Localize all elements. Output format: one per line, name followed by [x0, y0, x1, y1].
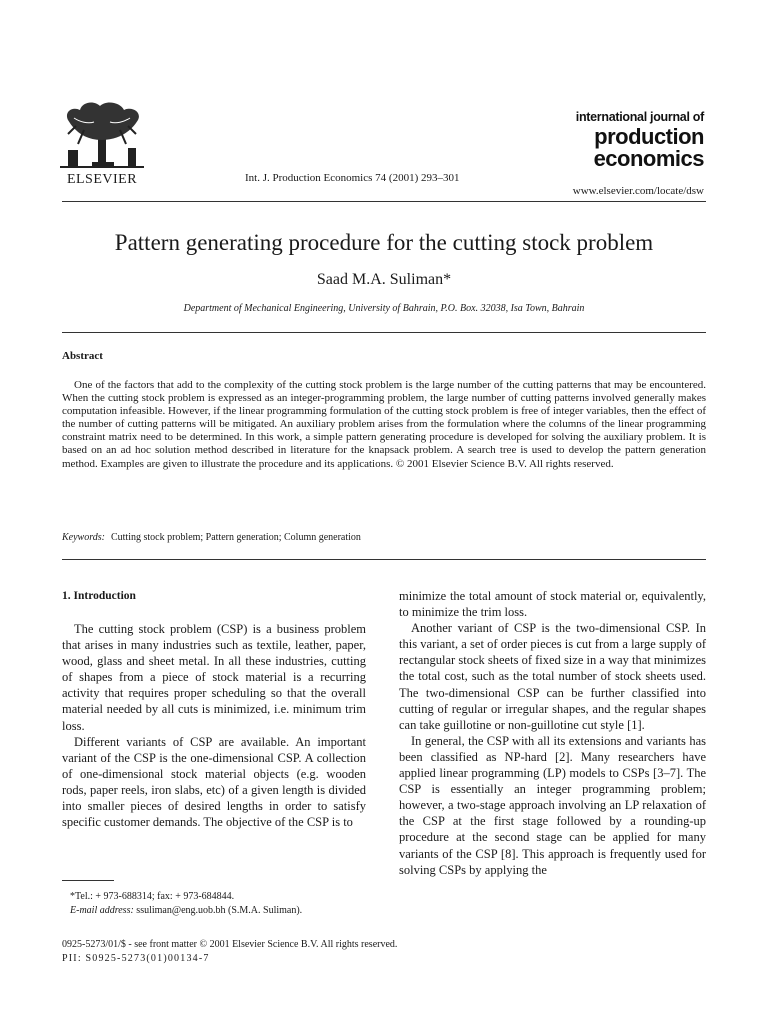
copyright-block [62, 938, 397, 966]
email-address[interactable]: ssuliman@eng.uob.bh (S.M.A. Suliman). [136, 905, 303, 916]
footnote-contact: *Tel.: + 973-688314; fax: + 973-684844. [70, 891, 235, 902]
journal-url[interactable]: www.elsevier.com/locate/dsw [572, 185, 704, 197]
paper-title: Pattern generating procedure for the cutting stock problem [114, 230, 654, 255]
copyright-notice: 0925-5273/01/$ - see front matter © 2001 Elsevier Science B.V. All rights reserved. [62, 939, 398, 950]
pii-identifier: PII: S0925-5273(01)00134-7 [62, 953, 210, 964]
paragraph-continuation: minimize the total amount of stock material or, equivalently, to minimize the trim loss. [399, 589, 706, 620]
elsevier-logo [52, 100, 152, 186]
journal-brand-line1: international journal of [575, 110, 704, 124]
abstract-text: One of the factors that add to the complexity of the cutting stock problem is the large number of the cutting patterns that may be encountered. When the cutting stock problem is expressed as an integer-programming problem, the large number of cutting patterns involved generally makes computation infeasible. However, if the linear programming formulation of the cutting stock problem is free of integer variables, then the effect of the number of cutting patterns will be mitigated. An auxiliary problem arises from the formulation where the columns of the linear programming constraint matrix need to be determined. In this work, a simple pattern generating procedure is developed for solving the auxiliary problem. It is based on an ad hoc solution method described in literature for the knapsack problem. A search tree is used to develop the pattern generation method. Examples are given to illustrate the procedure and its applications. © 2001 Elsevier Science B.V. All rights reserved. [62, 379, 706, 470]
paragraph: The cutting stock problem (CSP) is a business problem that arises in many industries such as textile, leather, paper, wood, glass and sheet metal. In all these industries, cutting of shapes from a piece of stock material is a recurring activity that requires proper scheduling so that the overall material needed by all cuts is minimized, i.e. minimum trim loss. [62, 622, 366, 733]
left-column [62, 621, 366, 830]
footnotes [70, 890, 302, 918]
journal-brand [576, 110, 704, 170]
keywords [62, 532, 361, 543]
section-heading-introduction: 1. Introduction [62, 590, 136, 602]
right-column [399, 588, 706, 878]
journal-brand-line3: economics [593, 146, 704, 171]
keywords-label: Keywords: [62, 532, 105, 543]
abstract-heading: Abstract [62, 350, 103, 362]
footnote-email [70, 904, 302, 918]
paragraph: Different variants of CSP are available. An important variant of the CSP is the one-dimensional CSP. A collection of one-dimensional stock material objects (e.g. wooden rods, paper reels, iron slabs, etc) of a given length is divided into smaller pieces of desired lengths in order to satisfy specific customer demands. The objective of the CSP is to [62, 734, 366, 830]
author-name: Saad M.A. Suliman* [316, 271, 452, 288]
keywords-text: Cutting stock problem; Pattern generation; Column generation [110, 532, 361, 543]
paragraph: In general, the CSP with all its extensions and variants has been classified as NP-hard [2]. Many researchers have applied linear programming (LP) models to CSPs [3–7]. The CSP is essentially an integer programming problem; however, a two-stage approach involving an LP relaxation of the CSP at the first stage followed by a rounding-up procedure at the second stage can be applied for many variants of the CSP [8]. This approach is frequently used for solving CSPs by applying the [399, 733, 706, 877]
abstract-bottom-divider [62, 559, 706, 560]
journal-brand-line2: production [594, 124, 704, 149]
publisher-name: ELSEVIER [66, 172, 138, 187]
journal-citation: Int. J. Production Economics 74 (2001) 293–301 [245, 172, 460, 184]
abstract-top-divider [62, 332, 706, 333]
footnote-divider [62, 880, 114, 881]
header-divider [62, 201, 706, 202]
email-label: E-mail address: [70, 905, 134, 916]
tree-icon [54, 100, 150, 172]
paragraph: Another variant of CSP is the two-dimensional CSP. In this variant, a set of order pieces is cut from a large supply of rectangular stock sheets of fixed size in a way that minimizes the total cost, such as the total number of stock sheets used. The two-dimensional CSP can be further classified into cutting of regular or irregular shapes, and the regular shapes can take guillotine or non-guillotine cut style [1]. [399, 621, 706, 732]
author-affiliation: Department of Mechanical Engineering, University of Bahrain, P.O. Box. 32038, Isa Town, Bahrain [183, 303, 585, 314]
